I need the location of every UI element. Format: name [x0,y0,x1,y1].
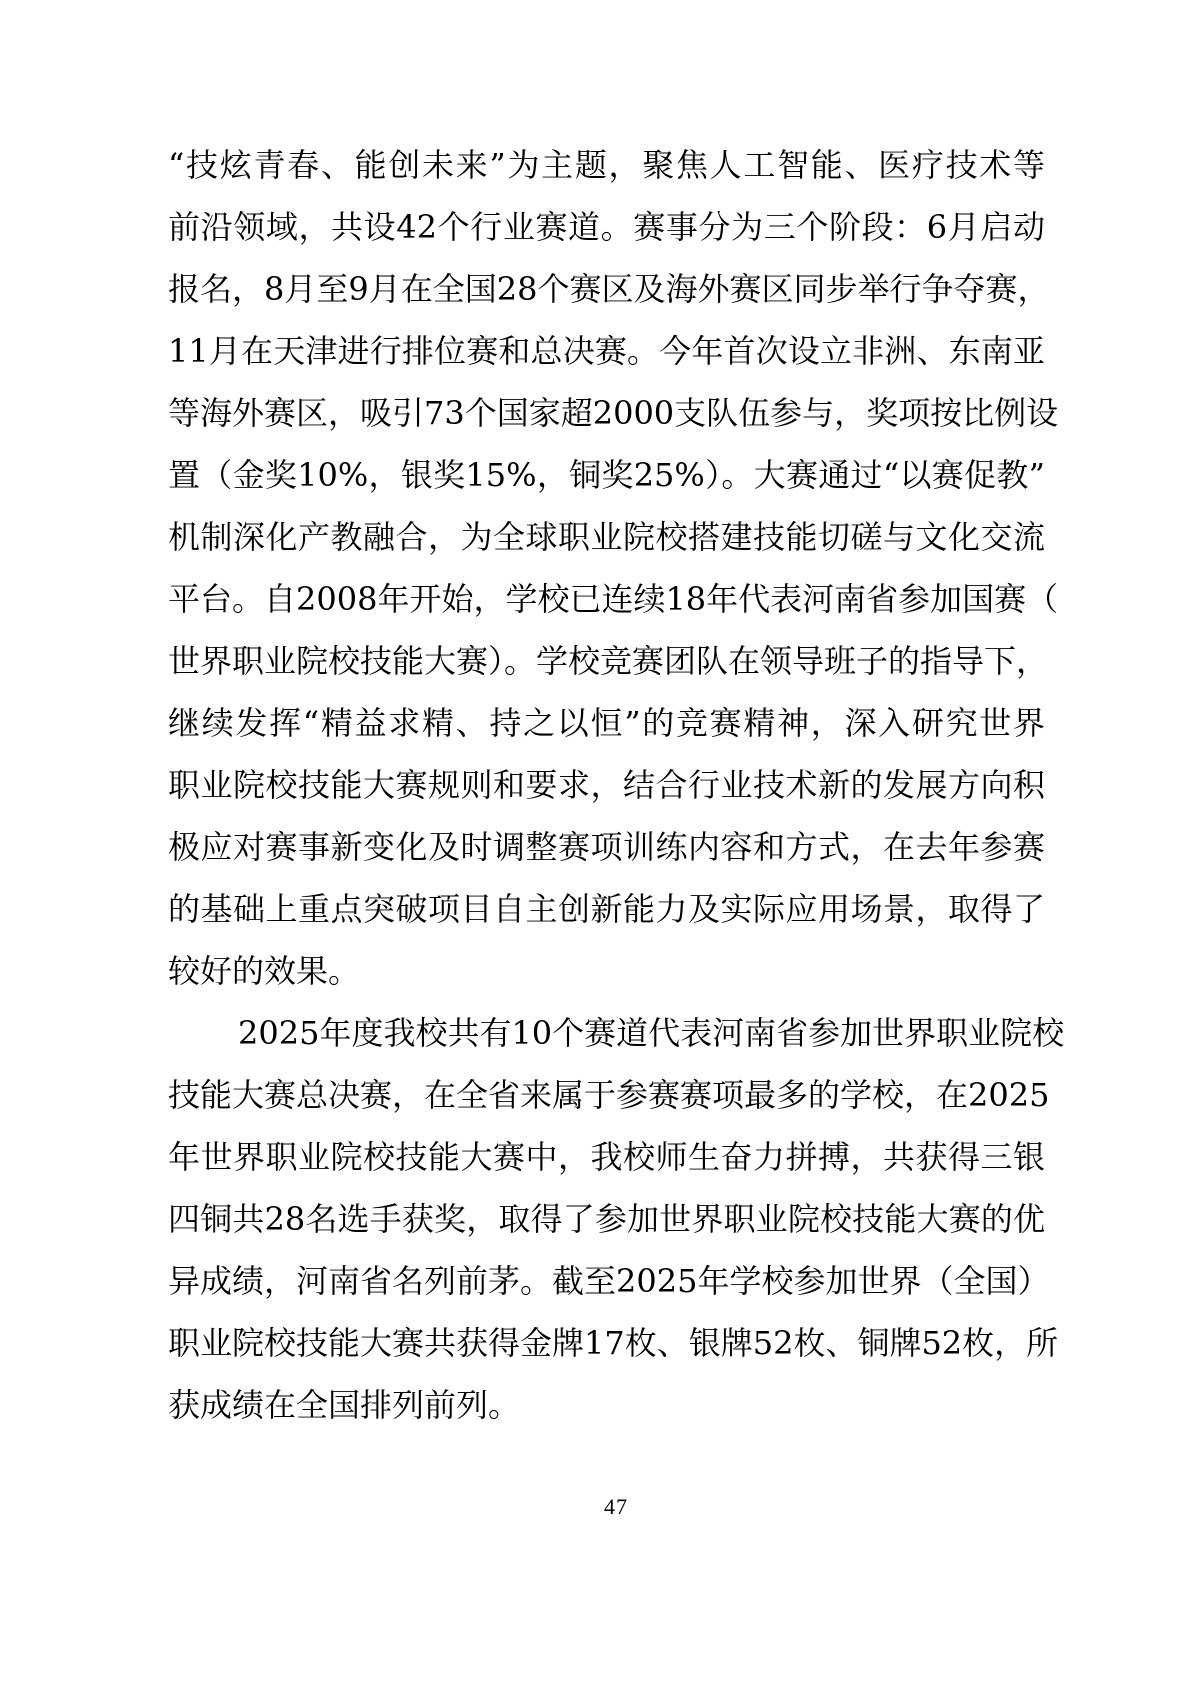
text-line: 报名，8月至9月在全国28个赛区及海外赛区同步举行争夺赛， [168,270,1050,308]
text-line: 2025年度我校共有10个赛道代表河南省参加世界职业院校 [238,1014,1065,1052]
text-line: 的基础上重点突破项目自主创新能力及实际应用场景，取得了 [168,890,1045,928]
text-line: 异成绩，河南省名列前茅。截至2025年学校参加世界（全国） [168,1262,1050,1300]
text-line: 平台。自2008年开始，学校已连续18年代表河南省参加国赛（ [168,580,1059,618]
text-line: “技炫青春、能创未来”为主题，聚焦人工智能、医疗技术等 [168,146,1045,184]
text-line: 极应对赛事新变化及时调整赛项训练内容和方式，在去年参赛 [168,828,1045,866]
body-text [168,134,1065,1436]
text-line: 前沿领域，共设42个行业赛道。赛事分为三个阶段：6月启动 [168,208,1045,246]
text-line: 机制深化产教融合，为全球职业院校搭建技能切磋与文化交流 [168,518,1045,556]
text-line: 四铜共28名选手获奖，取得了参加世界职业院校技能大赛的优 [168,1200,1045,1238]
text-line: 职业院校技能大赛共获得金牌17枚、银牌52枚、铜牌52枚，所 [168,1324,1059,1362]
text-line: 置（金奖10%，银奖15%，铜奖25%）。大赛通过“以赛促教” [168,456,1045,494]
text-line: 获成绩在全国排列前列。 [168,1386,521,1424]
text-line: 世界职业院校技能大赛）。学校竞赛团队在领导班子的指导下， [168,642,1049,680]
text-line: 继续发挥“精益求精、持之以恒”的竞赛精神，深入研究世界 [168,704,1045,742]
text-line: 年世界职业院校技能大赛中，我校师生奋力拼搏，共获得三银 [168,1138,1045,1176]
text-line: 技能大赛总决赛，在全省来属于参赛赛项最多的学校，在2025 [168,1076,1050,1114]
page-number: 47 [604,1494,628,1519]
text-line: 较好的效果。 [168,952,361,990]
text-line: 11月在天津进行排位赛和总决赛。今年首次设立非洲、东南亚 [168,332,1045,370]
text-line: 职业院校技能大赛规则和要求，结合行业技术新的发展方向积 [168,766,1045,804]
text-line: 等海外赛区，吸引73个国家超2000支队伍参与，奖项按比例设 [168,394,1059,432]
